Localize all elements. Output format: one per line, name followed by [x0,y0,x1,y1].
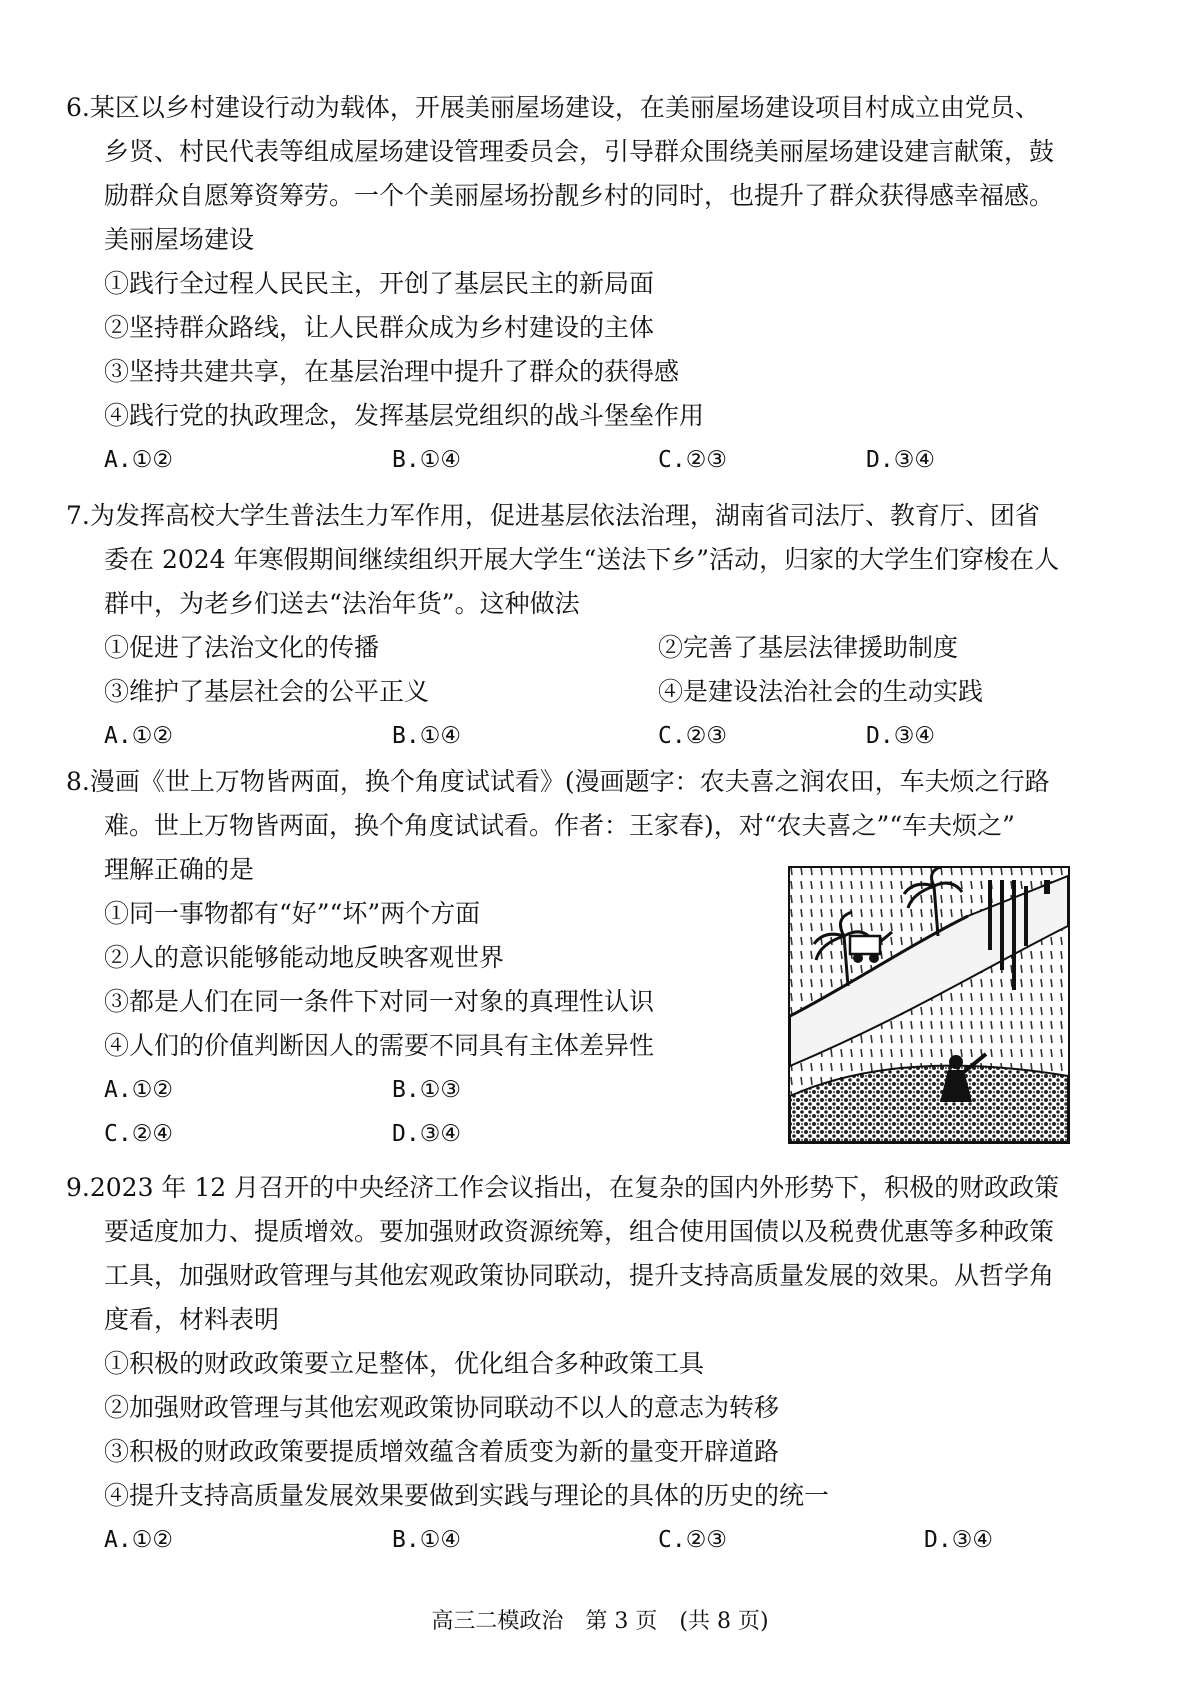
q9-choice-d: D.③④ [924,1527,993,1553]
q6-item-2: ②坚持群众路线，让人民群众成为乡村建设的主体 [104,313,655,342]
q6-stem-line-1: 6.某区以乡村建设行动为载体，开展美丽屋场建设，在美丽屋场建设项目村成立由党员、 [66,93,1040,122]
q6-choice-a: A.①② [104,447,173,473]
q6-choice-c: C.②③ [658,447,727,473]
q9-item-2: ②加强财政管理与其他宏观政策协同联动不以人的意志为转移 [104,1393,780,1422]
page-footer: 高三二模政治 第 3 页 (共 8 页) [431,1609,769,1634]
q7-choice-a: A.①② [104,723,173,749]
q8-choice-d: D.③④ [392,1121,461,1147]
q6-stem-line-2: 乡贤、村民代表等组成屋场建设管理委员会，引导群众围绕美丽屋场建设建言献策，鼓 [104,137,1055,166]
q7-choice-c: C.②③ [658,723,727,749]
q6-choice-b: B.①④ [392,447,461,473]
q6-item-3: ③坚持共建共享，在基层治理中提升了群众的获得感 [104,357,680,386]
q9-choice-a: A.①② [104,1527,173,1553]
q7-stem-line-3: 群中，为老乡们送去“法治年货”。这种做法 [104,589,580,618]
cartoon-illustration [788,866,1070,1144]
q7-stem-line-1: 7.为发挥高校大学生普法生力军作用，促进基层依法治理，湖南省司法厅、教育厅、团省 [66,501,1040,530]
q8-item-1: ①同一事物都有“好”“坏”两个方面 [104,899,481,928]
q6-item-1: ①践行全过程人民民主，开创了基层民主的新局面 [104,269,655,298]
q6-item-4: ④践行党的执政理念，发挥基层党组织的战斗堡垒作用 [104,401,705,430]
q8-stem-line-3: 理解正确的是 [104,855,255,884]
q8-item-2: ②人的意识能够能动地反映客观世界 [104,943,505,972]
q8-choice-a: A.①② [104,1077,173,1103]
q8-stem-line-2: 难。世上万物皆两面，换个角度试试看。作者：王家春)，对“农夫喜之”“车夫烦之” [104,811,1015,840]
q6-stem-line-4: 美丽屋场建设 [104,225,255,254]
q9-stem-line-2: 要适度加力、提质增效。要加强财政资源统筹，组合使用国债以及税费优惠等多种政策 [104,1217,1055,1246]
q9-stem-line-1: 9.2023 年 12 月召开的中央经济工作会议指出，在复杂的国内外形势下，积极的财政政策 [66,1173,1060,1202]
q7-item-2: ②完善了基层法律援助制度 [658,633,959,662]
q7-choice-b: B.①④ [392,723,461,749]
q6-choice-d: D.③④ [866,447,935,473]
q8-choice-c: C.②④ [104,1121,173,1147]
q9-item-4: ④提升支持高质量发展效果要做到实践与理论的具体的历史的统一 [104,1481,830,1510]
q7-stem-line-2: 委在 2024 年寒假期间继续组织开展大学生“送法下乡”活动，归家的大学生们穿梭在人 [104,545,1060,574]
q7-item-4: ④是建设法治社会的生动实践 [658,677,984,706]
q9-choice-b: B.①④ [392,1527,461,1553]
q9-stem-line-4: 度看，材料表明 [104,1305,280,1334]
q8-item-3: ③都是人们在同一条件下对同一对象的真理性认识 [104,987,655,1016]
q9-choice-c: C.②③ [658,1527,727,1553]
q9-stem-line-3: 工具，加强财政管理与其他宏观政策协同联动，提升支持高质量发展的效果。从哲学角 [104,1261,1055,1290]
q8-stem-line-1: 8.漫画《世上万物皆两面，换个角度试试看》(漫画题字：农夫喜之润农田，车夫烦之行路 [66,767,1050,796]
q7-choice-d: D.③④ [866,723,935,749]
q6-stem-line-3: 励群众自愿筹资筹劳。一个个美丽屋场扮靓乡村的同时，也提升了群众获得感幸福感。 [104,181,1055,210]
q9-item-1: ①积极的财政政策要立足整体，优化组合多种政策工具 [104,1349,705,1378]
q7-item-1: ①促进了法治文化的传播 [104,633,380,662]
q7-item-3: ③维护了基层社会的公平正义 [104,677,430,706]
q9-item-3: ③积极的财政政策要提质增效蕴含着质变为新的量变开辟道路 [104,1437,780,1466]
q8-choice-b: B.①③ [392,1077,461,1103]
q8-item-4: ④人们的价值判断因人的需要不同具有主体差异性 [104,1031,655,1060]
